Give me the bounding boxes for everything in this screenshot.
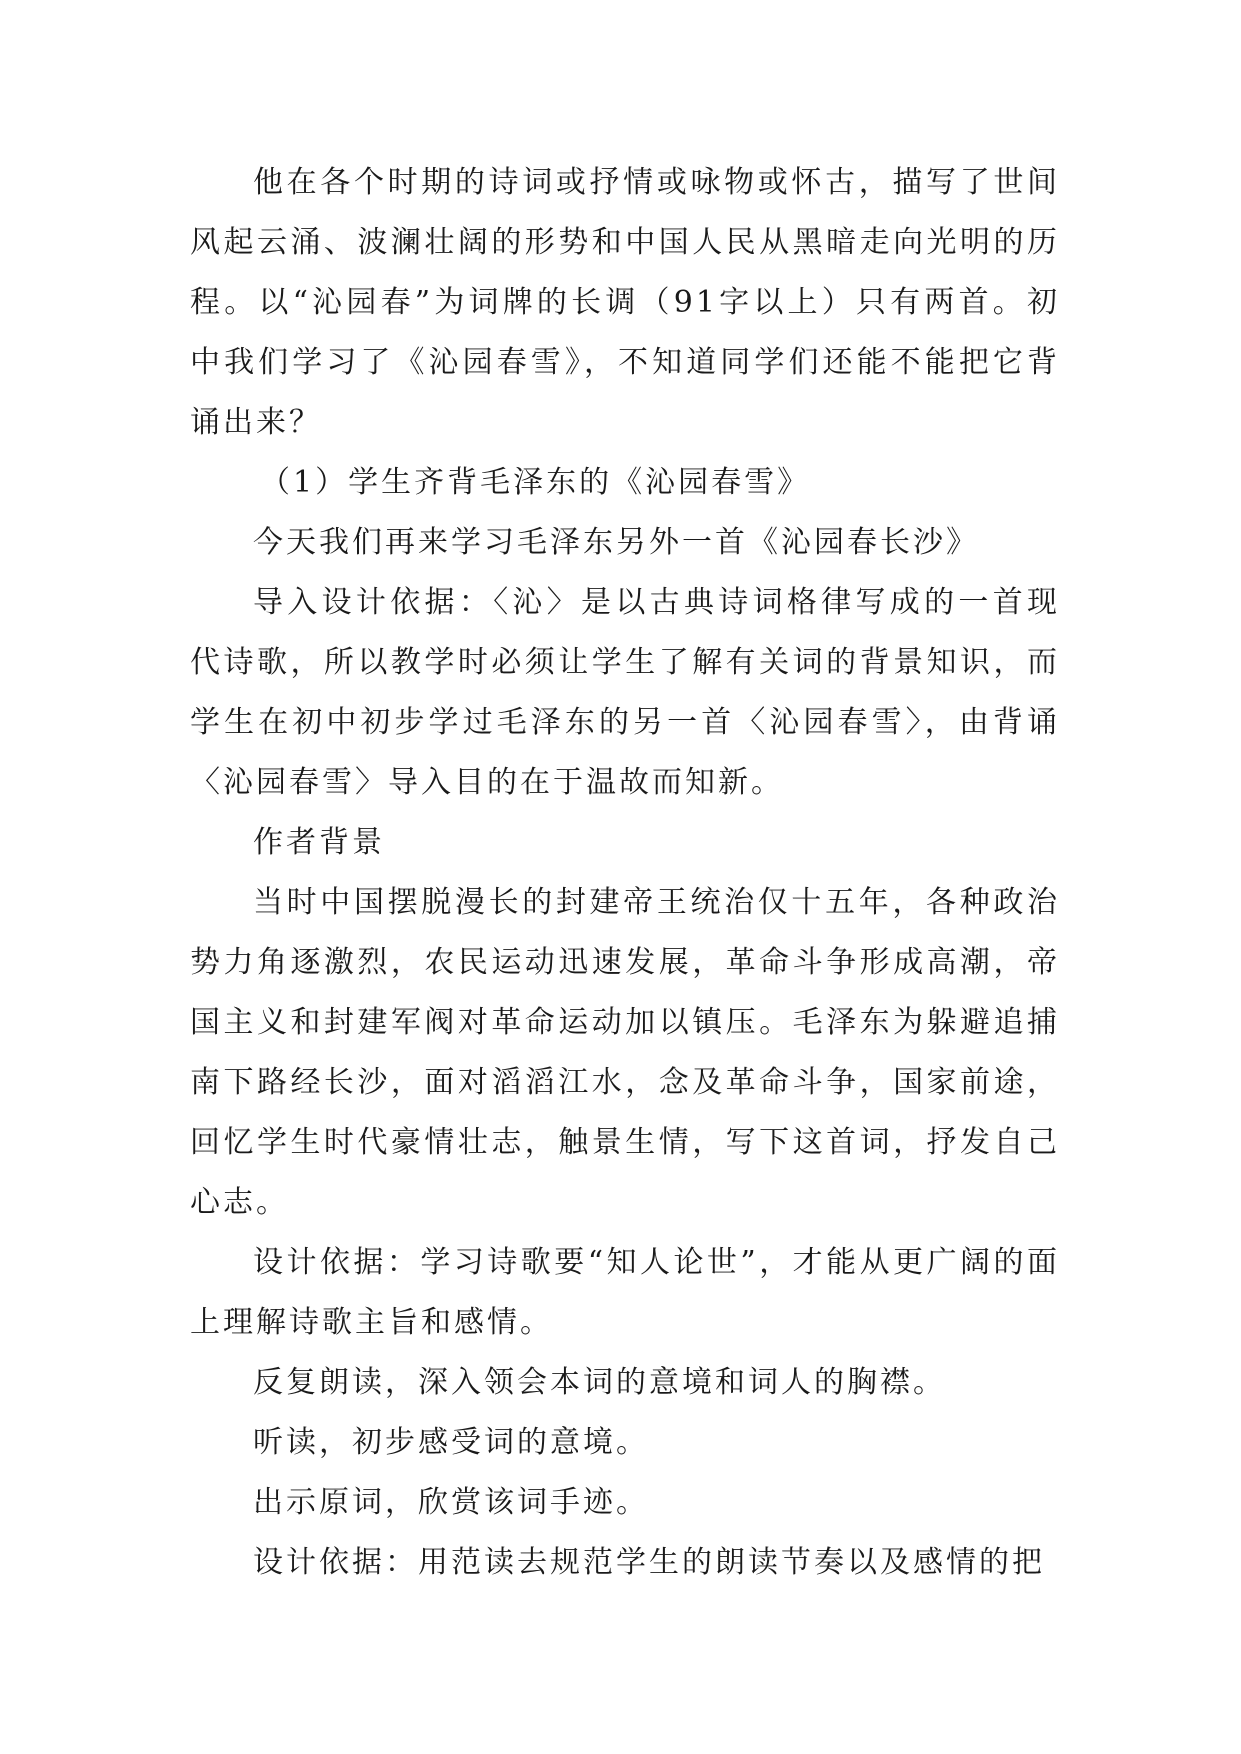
paragraph-recite-step: （1）学生齐背毛泽东的《沁园春雪》 (260, 465, 811, 500)
section-heading-author-background: 作者背景 (253, 825, 385, 860)
paragraph-listen-reading: 听读，初步感受词的意境。 (253, 1425, 649, 1460)
paragraph-show-manuscript: 出示原词，欣赏该词手迹。 (253, 1485, 649, 1520)
document-body (190, 153, 1060, 1593)
paragraph-author-background: 当时中国摆脱漫长的封建帝王统治仅十五年，各种政治势力角逐激烈，农民运动迅速发展，革命斗争形成高潮，帝国主义和封建军阀对革命运动加以镇压。毛泽东为躲避追捕南下路经长沙，面对滔滔江水，念及革命斗争，国家前途，回忆学生时代豪情壮志，触景生情，写下这首词，抒发自己心志。 (190, 885, 1060, 1220)
paragraph-today: 今天我们再来学习毛泽东另外一首《沁园春长沙》 (253, 525, 979, 560)
paragraph-repeated-reading: 反复朗读，深入领会本词的意境和词人的胸襟。 (253, 1365, 946, 1400)
paragraph-intro: 他在各个时期的诗词或抒情或咏物或怀古，描写了世间风起云涌、波澜壮阔的形势和中国人民从黑暗走向光明的历程。以“沁园春”为词牌的长调（91字以上）只有两首。初中我们学习了《沁园春雪》，不知道同学们还能不能把它背诵出来？ (190, 165, 1060, 440)
paragraph-reading-rationale: 设计依据：用范读去规范学生的朗读节奏以及感情的把 (253, 1545, 1045, 1580)
paragraph-background-rationale: 设计依据：学习诗歌要“知人论世”，才能从更广阔的面上理解诗歌主旨和感情。 (190, 1245, 1060, 1340)
paragraph-intro-rationale: 导入设计依据：〈沁〉是以古典诗词格律写成的一首现代诗歌，所以教学时必须让学生了解有关词的背景知识，而学生在初中初步学过毛泽东的另一首〈沁园春雪〉，由背诵〈沁园春雪〉导入目的在于温故而知新。 (190, 585, 1060, 800)
